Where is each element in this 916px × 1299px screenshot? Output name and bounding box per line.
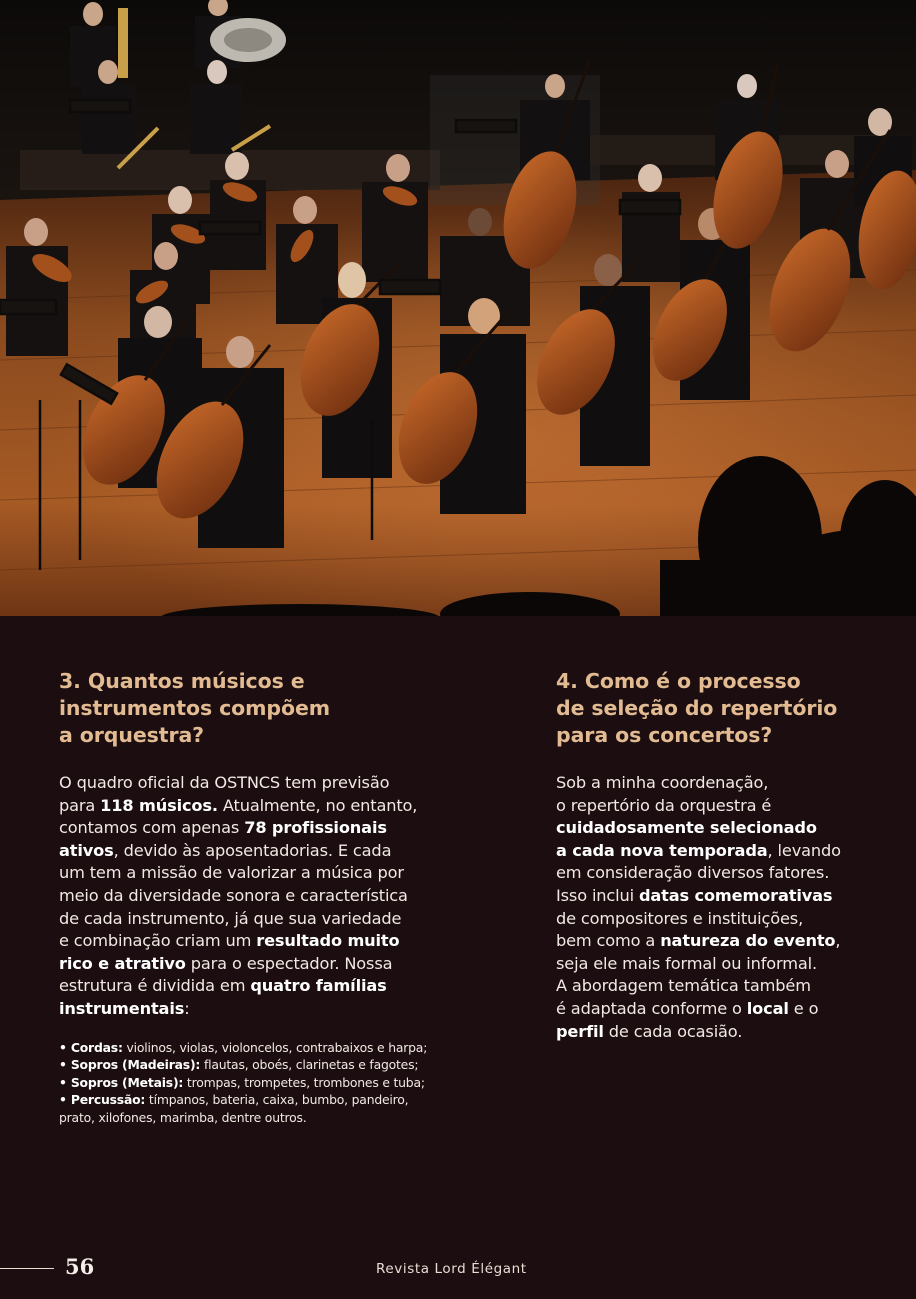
text-run: para bbox=[59, 795, 101, 815]
text-run: o repertório da orquestra é bbox=[556, 795, 772, 815]
text-line bbox=[556, 772, 876, 795]
question-4-heading bbox=[556, 668, 876, 749]
text-line bbox=[556, 840, 876, 863]
question-3-heading bbox=[59, 668, 459, 749]
text-run: em consideração diversos fatores. bbox=[556, 863, 830, 883]
text-line bbox=[59, 998, 459, 1021]
text-line bbox=[556, 930, 876, 953]
heading-line: 3. Quantos músicos e bbox=[59, 669, 305, 693]
left-column bbox=[59, 668, 459, 1126]
text-run: trompas, trompetes, trombones e tuba; bbox=[183, 1074, 425, 1090]
text-line bbox=[59, 840, 459, 863]
text-run: , devido às aposentadorias. E cada bbox=[113, 840, 392, 860]
text-line bbox=[556, 1021, 876, 1044]
text-run: e combinação criam um bbox=[59, 931, 257, 951]
text-run: Atualmente, no entanto, bbox=[217, 795, 418, 815]
text-run: violinos, violas, violoncelos, contrabaixos e harpa; bbox=[122, 1039, 428, 1055]
answer-4-paragraph bbox=[556, 772, 876, 1043]
bold-text: a cada nova temporada bbox=[556, 840, 768, 860]
text-run: um tem a missão de valorizar a música por bbox=[59, 863, 404, 883]
text-run: Sob a minha coordenação, bbox=[556, 773, 769, 792]
bold-text: • Sopros (Madeiras): bbox=[59, 1057, 201, 1073]
text-line bbox=[59, 1074, 459, 1092]
bold-text: ativos bbox=[59, 840, 114, 860]
text-line bbox=[59, 817, 459, 840]
text-run: : bbox=[184, 998, 190, 1018]
text-line bbox=[59, 930, 459, 953]
text-run: de cada ocasião. bbox=[603, 1021, 743, 1041]
text-run: meio da diversidade sonora e característica bbox=[59, 885, 408, 905]
text-run: tímpanos, bateria, caixa, bumbo, pandeiro, bbox=[145, 1092, 409, 1108]
bold-text: 78 profissionais bbox=[244, 818, 387, 838]
bold-text: • Percussão: bbox=[59, 1092, 146, 1108]
instrument-families-list bbox=[59, 1039, 459, 1127]
text-line bbox=[59, 1109, 459, 1127]
bold-text: local bbox=[746, 998, 789, 1018]
right-column bbox=[556, 668, 876, 1043]
text-line bbox=[556, 862, 876, 885]
heading-line: a orquestra? bbox=[59, 723, 204, 747]
text-line bbox=[556, 795, 876, 818]
text-run: de compositores e instituições, bbox=[556, 908, 804, 928]
bold-text: quatro famílias bbox=[250, 976, 387, 996]
text-line bbox=[59, 1056, 459, 1074]
text-line bbox=[556, 908, 876, 931]
text-line bbox=[59, 795, 459, 818]
heading-line: instrumentos compõem bbox=[59, 696, 331, 720]
bold-text: rico e atrativo bbox=[59, 953, 186, 973]
heading-line: 4. Como é o processo bbox=[556, 669, 801, 693]
text-run: , bbox=[835, 931, 841, 951]
text-run: prato, xilofones, marimba, dentre outros. bbox=[59, 1109, 307, 1125]
text-run: é adaptada conforme o bbox=[556, 998, 747, 1018]
bold-text: • Sopros (Metais): bbox=[59, 1074, 184, 1090]
bold-text: natureza do evento bbox=[660, 931, 836, 951]
text-run: flautas, oboés, clarinetas e fagotes; bbox=[200, 1057, 419, 1073]
text-run: O quadro oficial da OSTNCS tem previsão bbox=[59, 773, 390, 792]
text-line bbox=[556, 953, 876, 976]
bold-text: perfil bbox=[556, 1021, 604, 1041]
text-line bbox=[556, 998, 876, 1021]
text-run: A abordagem temática também bbox=[556, 976, 811, 996]
text-run: e o bbox=[788, 998, 819, 1018]
text-run: seja ele mais formal ou informal. bbox=[556, 953, 818, 973]
text-run: estrutura é dividida em bbox=[59, 976, 251, 996]
text-line bbox=[59, 885, 459, 908]
text-line bbox=[556, 885, 876, 908]
bold-text: 118 músicos. bbox=[100, 795, 218, 815]
page-number: 56 bbox=[65, 1254, 95, 1279]
bold-text: instrumentais bbox=[59, 998, 185, 1018]
text-run: de cada instrumento, já que sua variedade bbox=[59, 908, 402, 928]
bold-text: • Cordas: bbox=[59, 1039, 123, 1055]
heading-line: de seleção do repertório bbox=[556, 696, 838, 720]
text-line bbox=[59, 975, 459, 998]
text-line bbox=[59, 772, 459, 795]
text-run: Isso inclui bbox=[556, 885, 639, 905]
text-run: para o espectador. Nossa bbox=[185, 953, 393, 973]
text-line bbox=[59, 862, 459, 885]
magazine-name: Revista Lord Élégant bbox=[376, 1261, 527, 1277]
text-line bbox=[59, 908, 459, 931]
text-line bbox=[59, 1091, 459, 1109]
text-run: contamos com apenas bbox=[59, 818, 245, 838]
answer-3-paragraph bbox=[59, 772, 459, 1021]
heading-line: para os concertos? bbox=[556, 723, 773, 747]
bold-text: resultado muito bbox=[256, 931, 400, 951]
bold-text: cuidadosamente selecionado bbox=[556, 818, 817, 838]
text-run: , levando bbox=[767, 840, 841, 860]
text-line bbox=[556, 975, 876, 998]
text-line bbox=[59, 1039, 459, 1057]
text-run: bem como a bbox=[556, 931, 661, 951]
bold-text: datas comemorativas bbox=[638, 885, 833, 905]
text-line bbox=[59, 953, 459, 976]
text-line bbox=[556, 817, 876, 840]
footer-rule bbox=[0, 1268, 54, 1269]
orchestra-photo bbox=[0, 0, 916, 616]
